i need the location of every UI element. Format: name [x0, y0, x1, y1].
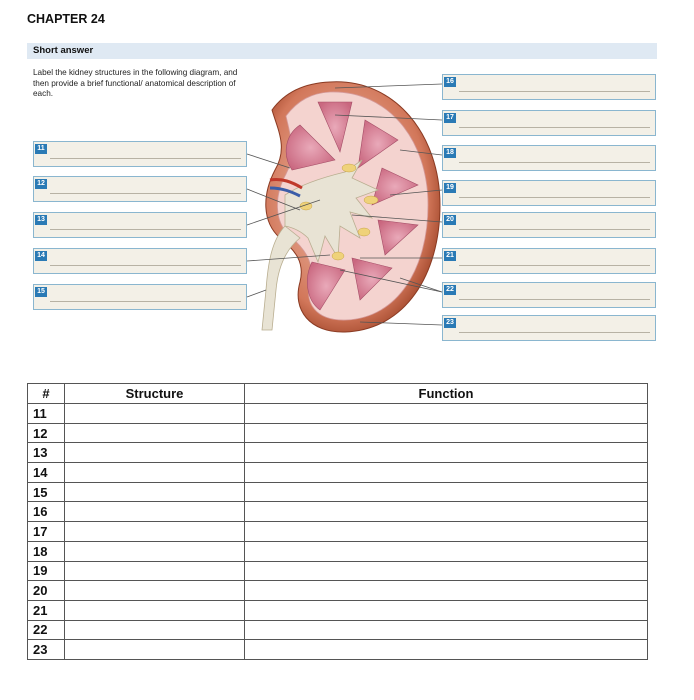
instructions-text: Label the kidney structures in the following diagram, and then provide a brief functional/ anatomical description of each.: [33, 68, 238, 98]
table-row: [28, 581, 648, 601]
structure-cell[interactable]: [65, 581, 245, 601]
row-number: 18: [28, 541, 65, 561]
label-number: 13: [35, 215, 47, 225]
row-number: 22: [28, 620, 65, 640]
table-row: [28, 620, 648, 640]
table-row: [28, 640, 648, 660]
function-cell[interactable]: [245, 482, 648, 502]
structure-cell[interactable]: [65, 502, 245, 522]
label-number: 22: [444, 285, 456, 295]
table-row: [28, 423, 648, 443]
structure-cell[interactable]: [65, 482, 245, 502]
function-cell[interactable]: [245, 522, 648, 542]
label-number: 21: [444, 251, 456, 261]
structure-cell[interactable]: [65, 640, 245, 660]
row-number: 21: [28, 600, 65, 620]
label-number: 11: [35, 144, 47, 154]
label-number: 16: [444, 77, 456, 87]
row-number: 23: [28, 640, 65, 660]
table-header-row: [28, 384, 648, 404]
table-row: [28, 463, 648, 483]
function-cell[interactable]: [245, 443, 648, 463]
table-row: [28, 443, 648, 463]
structure-cell[interactable]: [65, 463, 245, 483]
function-cell[interactable]: [245, 640, 648, 660]
ureter: [262, 226, 300, 330]
table-row: [28, 522, 648, 542]
function-cell[interactable]: [245, 620, 648, 640]
header-structure: Structure: [65, 384, 245, 404]
row-number: 16: [28, 502, 65, 522]
row-number: 13: [28, 443, 65, 463]
structure-cell[interactable]: [65, 404, 245, 424]
row-number: 19: [28, 561, 65, 581]
row-number: 17: [28, 522, 65, 542]
function-cell[interactable]: [245, 404, 648, 424]
table-row: [28, 561, 648, 581]
function-cell[interactable]: [245, 541, 648, 561]
label-number: 20: [444, 215, 456, 225]
function-cell[interactable]: [245, 581, 648, 601]
structure-cell[interactable]: [65, 561, 245, 581]
function-cell[interactable]: [245, 600, 648, 620]
table-row: [28, 600, 648, 620]
row-number: 20: [28, 581, 65, 601]
structure-cell[interactable]: [65, 600, 245, 620]
section-title: Short answer: [33, 45, 94, 56]
answer-table: [27, 383, 648, 660]
label-number: 12: [35, 179, 47, 189]
function-cell[interactable]: [245, 463, 648, 483]
label-number: 18: [444, 148, 456, 158]
function-cell[interactable]: [245, 561, 648, 581]
row-number: 11: [28, 404, 65, 424]
structure-cell[interactable]: [65, 620, 245, 640]
table-row: [28, 482, 648, 502]
chapter-heading: CHAPTER 24: [27, 12, 105, 26]
table-row: [28, 404, 648, 424]
function-cell[interactable]: [245, 502, 648, 522]
structure-cell[interactable]: [65, 443, 245, 463]
structure-cell[interactable]: [65, 541, 245, 561]
label-number: 14: [35, 251, 47, 261]
label-number: 23: [444, 318, 456, 328]
function-cell[interactable]: [245, 423, 648, 443]
header-number: #: [28, 384, 65, 404]
structure-cell[interactable]: [65, 423, 245, 443]
row-number: 14: [28, 463, 65, 483]
header-function: Function: [245, 384, 648, 404]
row-number: 12: [28, 423, 65, 443]
structure-cell[interactable]: [65, 522, 245, 542]
label-number: 19: [444, 183, 456, 193]
label-number: 17: [444, 113, 456, 123]
table-row: [28, 502, 648, 522]
table-row: [28, 541, 648, 561]
row-number: 15: [28, 482, 65, 502]
label-number: 15: [35, 287, 47, 297]
